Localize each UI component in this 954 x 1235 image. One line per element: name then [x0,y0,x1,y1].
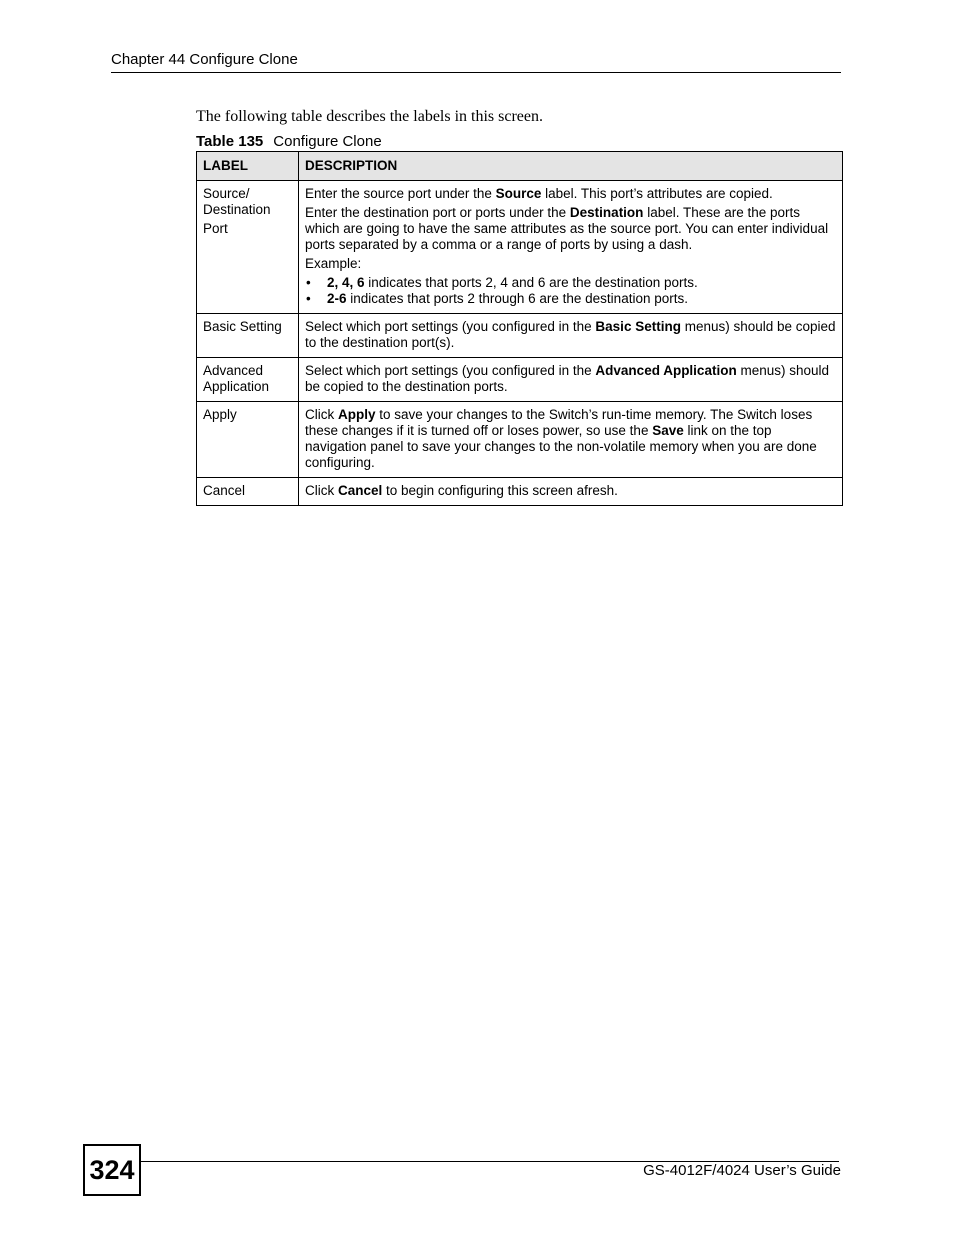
table-body [197,181,843,506]
bold-term: Save [652,423,684,438]
label-line: Port [203,221,228,236]
text-run: Select which port settings (you configured in the [305,363,596,378]
text-run: menus) should be copied to the destination ports. [305,363,830,394]
text-run: Select which port settings (you configured in the [305,319,596,334]
list-item [305,275,836,291]
table-header-row [197,152,843,181]
column-header-label: LABEL [197,152,299,181]
description-cell [299,314,843,358]
table-caption-title: Configure Clone [273,133,382,150]
text-run: indicates that ports 2, 4 and 6 are the destination ports. [364,275,698,290]
label-line: Apply [203,407,237,422]
bold-term: 2-6 [327,291,347,306]
label-line: Application [203,379,270,394]
description-paragraph [305,186,836,202]
table-row [197,358,843,402]
text-run: Example: [305,256,362,271]
table-number: Table 135 [196,133,264,150]
bold-term: Destination [569,205,644,220]
text-run: to save your changes to the Switch’s run-time memory. The Switch loses these changes if it is turned off or loses power, so use the [305,407,813,438]
example-list [305,275,836,307]
column-header-description: DESCRIPTION [299,152,843,181]
description-paragraph [305,407,836,471]
guide-title: GS-4012F/4024 User’s Guide [643,1162,841,1179]
text-run: label. This port’s attributes are copied. [541,186,773,201]
label-line: Basic Setting [203,319,282,334]
text-run: Click [305,407,338,422]
table-row [197,314,843,358]
bold-term: 2, 4, 6 [327,275,365,290]
bold-term: Cancel [338,483,383,498]
description-paragraph [305,319,836,351]
description-cell [299,181,843,314]
label-line: Advanced [203,363,264,378]
description-paragraph [305,483,836,499]
label-cell [197,478,299,506]
chapter-title: Chapter 44 Configure Clone [111,51,298,68]
list-item [305,291,836,307]
description-cell [299,358,843,402]
bold-term: Advanced Application [595,363,737,378]
table-row [197,478,843,506]
bold-term: Source [495,186,542,201]
label-cell [197,358,299,402]
description-paragraph [305,256,836,272]
label-line: Destination [203,202,271,217]
page-header [111,51,841,73]
text-run: Enter the destination port or ports under the [305,205,570,220]
text-run: Click [305,483,338,498]
label-line: Source/ [203,186,250,201]
intro-text: The following table describes the labels in this screen. [196,108,544,125]
description-cell [299,402,843,478]
description-paragraph [305,363,836,395]
text-run: link on the top navigation panel to save your changes to the non-volatile memory when you are done configuring. [305,423,817,470]
bold-term: Basic Setting [595,319,681,334]
description-paragraph [305,205,836,253]
table-row [197,181,843,314]
label-cell [197,181,299,314]
text-run: label. These are the ports which are going to have the same attributes as the source port. You can enter individual ports separated by a comma or a range of ports by using a dash. [305,205,829,252]
label-cell [197,402,299,478]
text-run: Enter the source port under the [305,186,496,201]
table-caption [196,133,382,151]
description-cell [299,478,843,506]
text-run: to begin configuring this screen afresh. [382,483,618,498]
table-row [197,402,843,478]
configure-clone-table [196,151,843,506]
label-cell [197,314,299,358]
bold-term: Apply [338,407,376,422]
page-number: 324 [83,1144,141,1196]
label-line: Cancel [203,483,246,498]
text-run: menus) should be copied to the destination port(s). [305,319,836,350]
text-run: indicates that ports 2 through 6 are the destination ports. [346,291,688,306]
